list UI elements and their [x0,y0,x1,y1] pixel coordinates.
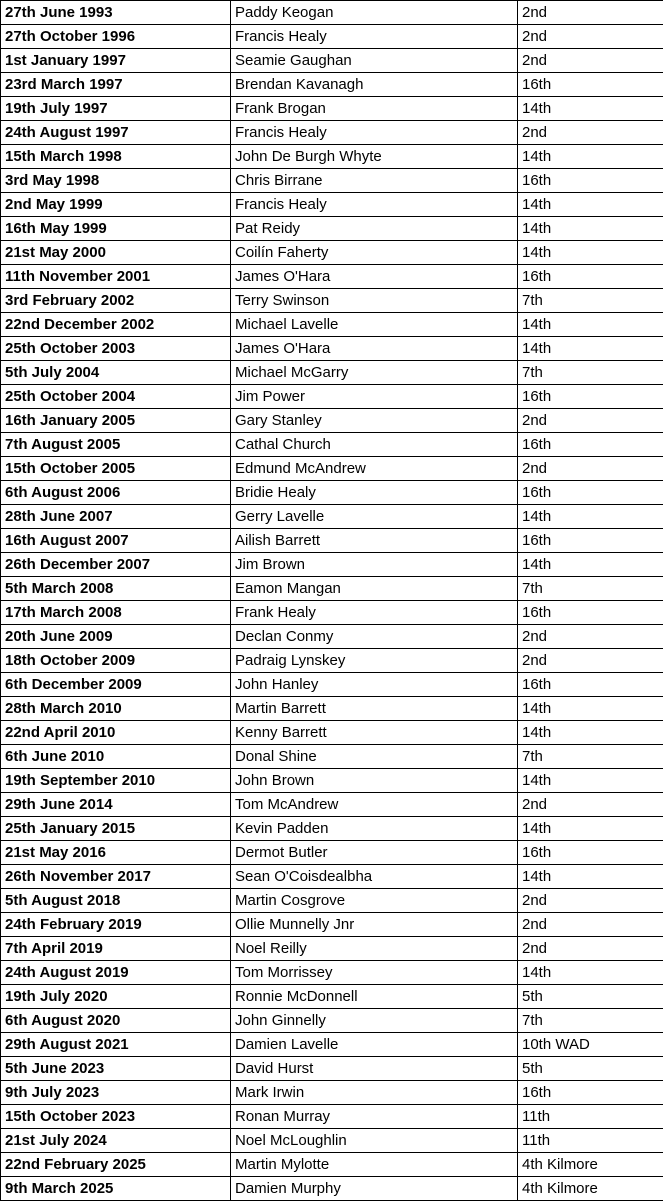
name-cell: Pat Reidy [231,217,518,241]
name-cell: Coilín Faherty [231,241,518,265]
hole-cell: 10th WAD [518,1033,663,1057]
name-cell: Bridie Healy [231,481,518,505]
name-cell: Ronan Murray [231,1105,518,1129]
table-row [1,841,663,865]
name-cell: Martin Cosgrove [231,889,518,913]
table-row [1,793,663,817]
name-cell: Mark Irwin [231,1081,518,1105]
hole-cell: 4th Kilmore [518,1177,663,1201]
date-cell: 18th October 2009 [1,649,231,673]
name-cell: Paddy Keogan [231,1,518,25]
date-cell: 5th August 2018 [1,889,231,913]
hole-cell: 2nd [518,889,663,913]
name-cell: Donal Shine [231,745,518,769]
name-cell: Padraig Lynskey [231,649,518,673]
table-row [1,73,663,97]
hole-cell: 14th [518,865,663,889]
hole-cell: 16th [518,841,663,865]
name-cell: Cathal Church [231,433,518,457]
date-cell: 16th January 2005 [1,409,231,433]
date-cell: 29th June 2014 [1,793,231,817]
table-row [1,1105,663,1129]
date-cell: 5th June 2023 [1,1057,231,1081]
name-cell: John De Burgh Whyte [231,145,518,169]
date-cell: 21st July 2024 [1,1129,231,1153]
name-cell: Damien Lavelle [231,1033,518,1057]
name-cell: Edmund McAndrew [231,457,518,481]
table-row [1,481,663,505]
name-cell: Gerry Lavelle [231,505,518,529]
name-cell: Kevin Padden [231,817,518,841]
table-row [1,121,663,145]
date-cell: 28th June 2007 [1,505,231,529]
hole-cell: 16th [518,433,663,457]
date-cell: 6th August 2020 [1,1009,231,1033]
date-cell: 28th March 2010 [1,697,231,721]
name-cell: Jim Power [231,385,518,409]
name-cell: Kenny Barrett [231,721,518,745]
date-cell: 21st May 2016 [1,841,231,865]
date-cell: 21st May 2000 [1,241,231,265]
name-cell: Frank Brogan [231,97,518,121]
table-row [1,1129,663,1153]
table-row [1,313,663,337]
table-row [1,1153,663,1177]
table-row [1,961,663,985]
hole-cell: 14th [518,337,663,361]
date-cell: 6th December 2009 [1,673,231,697]
date-cell: 27th June 1993 [1,1,231,25]
date-cell: 6th August 2006 [1,481,231,505]
date-cell: 7th August 2005 [1,433,231,457]
hole-cell: 2nd [518,457,663,481]
table-row [1,1057,663,1081]
table-row [1,433,663,457]
table-row [1,649,663,673]
date-cell: 5th March 2008 [1,577,231,601]
date-cell: 1st January 1997 [1,49,231,73]
name-cell: Seamie Gaughan [231,49,518,73]
table-row [1,217,663,241]
table-row [1,97,663,121]
hole-cell: 2nd [518,409,663,433]
table-row [1,1081,663,1105]
name-cell: Frank Healy [231,601,518,625]
table-row [1,1009,663,1033]
date-cell: 20th June 2009 [1,625,231,649]
name-cell: James O'Hara [231,337,518,361]
name-cell: Terry Swinson [231,289,518,313]
hole-cell: 7th [518,289,663,313]
hole-cell: 16th [518,481,663,505]
table-row [1,745,663,769]
hole-cell: 14th [518,217,663,241]
table-row [1,889,663,913]
table-row [1,25,663,49]
hole-cell: 2nd [518,649,663,673]
name-cell: Francis Healy [231,25,518,49]
name-cell: John Ginnelly [231,1009,518,1033]
name-cell: Ailish Barrett [231,529,518,553]
hole-cell: 14th [518,145,663,169]
table-row [1,721,663,745]
table-row [1,265,663,289]
name-cell: John Hanley [231,673,518,697]
table-row [1,241,663,265]
hole-cell: 16th [518,529,663,553]
table-row [1,145,663,169]
hole-cell: 14th [518,97,663,121]
hole-cell: 14th [518,313,663,337]
table-row [1,457,663,481]
date-cell: 27th October 1996 [1,25,231,49]
date-cell: 25th January 2015 [1,817,231,841]
hole-cell: 7th [518,361,663,385]
hole-cell: 7th [518,1009,663,1033]
table-row [1,913,663,937]
name-cell: Jim Brown [231,553,518,577]
date-cell: 19th July 1997 [1,97,231,121]
name-cell: Gary Stanley [231,409,518,433]
name-cell: Ollie Munnelly Jnr [231,913,518,937]
date-cell: 15th October 2005 [1,457,231,481]
date-cell: 7th April 2019 [1,937,231,961]
date-cell: 29th August 2021 [1,1033,231,1057]
name-cell: Francis Healy [231,193,518,217]
date-cell: 24th August 2019 [1,961,231,985]
hole-cell: 14th [518,505,663,529]
date-cell: 19th July 2020 [1,985,231,1009]
date-cell: 22nd February 2025 [1,1153,231,1177]
table-row [1,697,663,721]
hole-cell: 14th [518,769,663,793]
hole-cell: 16th [518,73,663,97]
table-row [1,673,663,697]
hole-cell: 14th [518,721,663,745]
date-cell: 15th March 1998 [1,145,231,169]
name-cell: Tom Morrissey [231,961,518,985]
hole-cell: 7th [518,577,663,601]
table-row [1,193,663,217]
name-cell: John Brown [231,769,518,793]
name-cell: Damien Murphy [231,1177,518,1201]
name-cell: Michael Lavelle [231,313,518,337]
table-row [1,385,663,409]
hole-cell: 11th [518,1105,663,1129]
name-cell: Francis Healy [231,121,518,145]
table-row [1,1,663,25]
date-cell: 6th June 2010 [1,745,231,769]
hole-cell: 2nd [518,793,663,817]
date-cell: 9th July 2023 [1,1081,231,1105]
hole-cell: 14th [518,193,663,217]
table-row [1,529,663,553]
name-cell: Martin Barrett [231,697,518,721]
name-cell: Eamon Mangan [231,577,518,601]
table-row [1,625,663,649]
date-cell: 3rd May 1998 [1,169,231,193]
table-row [1,361,663,385]
hole-cell: 2nd [518,937,663,961]
date-cell: 5th July 2004 [1,361,231,385]
name-cell: Brendan Kavanagh [231,73,518,97]
table-row [1,985,663,1009]
hole-cell: 5th [518,985,663,1009]
name-cell: Tom McAndrew [231,793,518,817]
date-cell: 11th November 2001 [1,265,231,289]
table-row [1,1177,663,1201]
table-row [1,505,663,529]
date-cell: 22nd December 2002 [1,313,231,337]
hole-cell: 16th [518,265,663,289]
name-cell: Sean O'Coisdealbha [231,865,518,889]
date-cell: 15th October 2023 [1,1105,231,1129]
name-cell: Dermot Butler [231,841,518,865]
table-row [1,169,663,193]
hole-cell: 5th [518,1057,663,1081]
hole-cell: 4th Kilmore [518,1153,663,1177]
hole-cell: 16th [518,601,663,625]
table-body [1,1,663,1201]
date-cell: 26th December 2007 [1,553,231,577]
table-row [1,577,663,601]
hole-cell: 14th [518,241,663,265]
name-cell: Noel Reilly [231,937,518,961]
hole-cell: 16th [518,1081,663,1105]
date-cell: 17th March 2008 [1,601,231,625]
table-row [1,937,663,961]
hole-cell: 2nd [518,25,663,49]
table-row [1,865,663,889]
hole-cell: 2nd [518,121,663,145]
date-cell: 25th October 2003 [1,337,231,361]
date-cell: 3rd February 2002 [1,289,231,313]
hole-cell: 2nd [518,913,663,937]
hole-cell: 2nd [518,1,663,25]
name-cell: Ronnie McDonnell [231,985,518,1009]
date-cell: 24th February 2019 [1,913,231,937]
date-cell: 16th May 1999 [1,217,231,241]
table-row [1,769,663,793]
date-cell: 9th March 2025 [1,1177,231,1201]
name-cell: Chris Birrane [231,169,518,193]
hole-cell: 16th [518,385,663,409]
hole-cell: 16th [518,673,663,697]
date-cell: 23rd March 1997 [1,73,231,97]
name-cell: Noel McLoughlin [231,1129,518,1153]
table-row [1,289,663,313]
hole-cell: 14th [518,553,663,577]
hole-cell: 2nd [518,625,663,649]
table-row [1,337,663,361]
hole-cell: 11th [518,1129,663,1153]
name-cell: Michael McGarry [231,361,518,385]
date-cell: 24th August 1997 [1,121,231,145]
hole-cell: 7th [518,745,663,769]
table-row [1,553,663,577]
date-cell: 22nd April 2010 [1,721,231,745]
date-cell: 25th October 2004 [1,385,231,409]
hole-cell: 2nd [518,49,663,73]
date-cell: 16th August 2007 [1,529,231,553]
hole-cell: 16th [518,169,663,193]
hole-cell: 14th [518,817,663,841]
date-cell: 19th September 2010 [1,769,231,793]
table-row [1,49,663,73]
date-cell: 2nd May 1999 [1,193,231,217]
table-row [1,601,663,625]
name-cell: Martin Mylotte [231,1153,518,1177]
date-cell: 26th November 2017 [1,865,231,889]
name-cell: David Hurst [231,1057,518,1081]
table-row [1,409,663,433]
name-cell: Declan Conmy [231,625,518,649]
hole-cell: 14th [518,697,663,721]
hole-cell: 14th [518,961,663,985]
name-cell: James O'Hara [231,265,518,289]
table-row [1,1033,663,1057]
table-row [1,817,663,841]
